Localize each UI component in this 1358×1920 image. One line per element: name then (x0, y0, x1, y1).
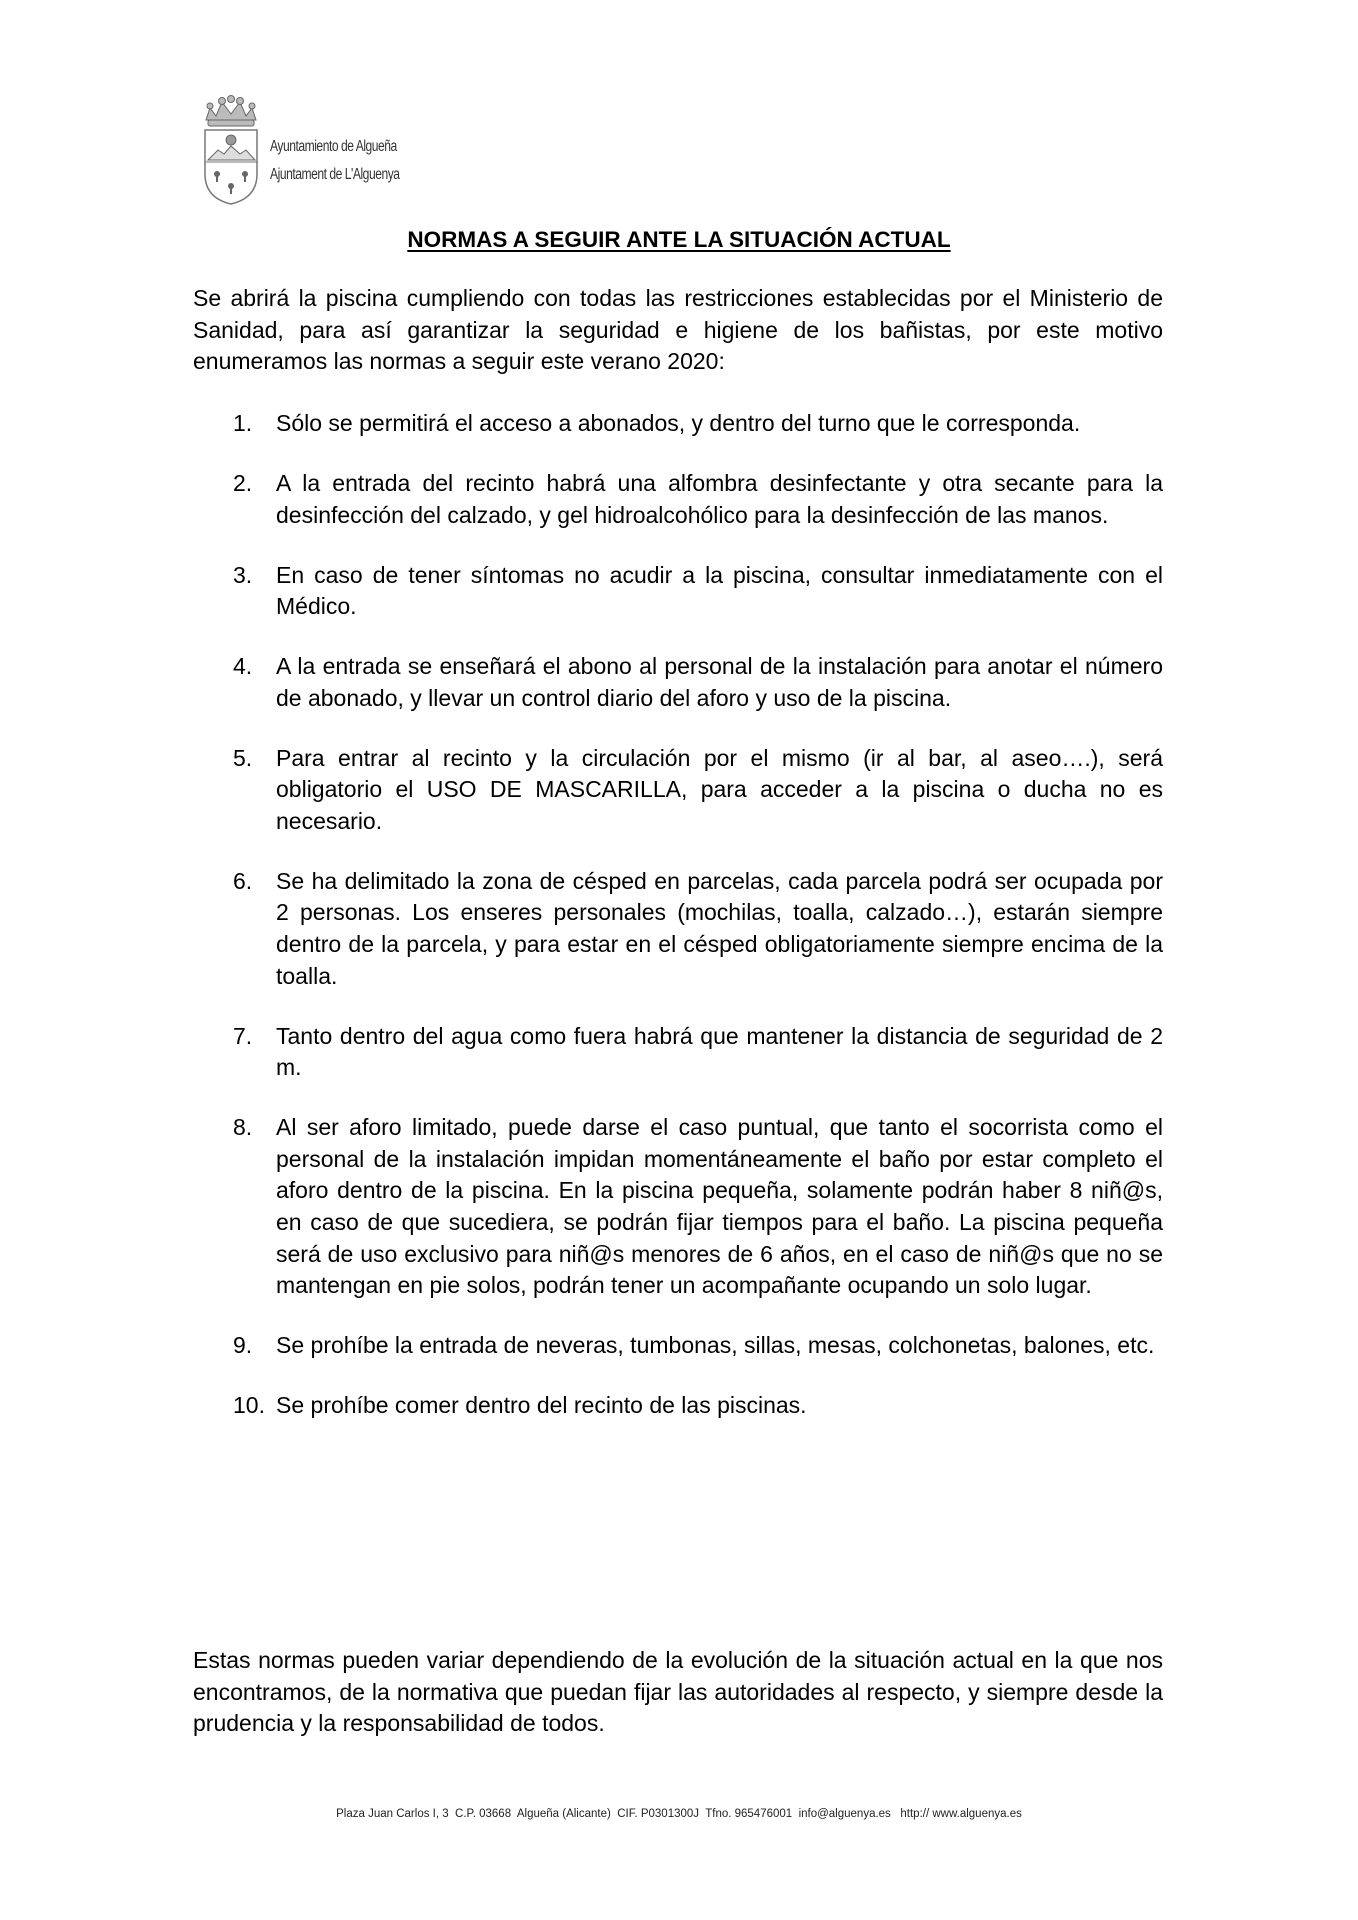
rule-number: 7. (233, 1022, 253, 1049)
rule-number: 9. (233, 1332, 253, 1359)
rule-number: 4. (233, 653, 253, 680)
municipal-logo (200, 94, 410, 206)
document-title: NORMAS A SEGUIR ANTE LA SITUACIÓN ACTUAL (407, 227, 951, 252)
rule-item (193, 1390, 1163, 1422)
rule-text: A la entrada del recinto habrá una alfombra desinfectante y otra secante para la desinfección del calzado, y gel hidroalcohólico para la desinfección de las manos. (276, 469, 1163, 528)
rule-item (193, 560, 1163, 623)
footer-contact: Plaza Juan Carlos I, 3 C.P. 03668 Algueña (Alicante) CIF. P0301300J Tfno. 965476001 info@alguenya.es http:// www.alguenya.es (336, 1808, 1022, 1820)
rule-text: Al ser aforo limitado, puede darse el caso puntual, que tanto el socorrista como el personal de la instalación impidan momentáneamente el baño por estar completo el aforo dentro de la piscina. En la piscina pequeña, solamente podrán haber 8 niñ@s, en caso de que sucediera, se podrán fijar tiempos para el baño. La piscina pequeña será de uso exclusivo para niñ@s menores de 6 años, en el caso de niñ@s que no se mantengan en pie solos, podrán tener un acompañante ocupando un solo lugar. (276, 1114, 1163, 1299)
rule-number: 1. (233, 410, 253, 436)
rule-item (193, 651, 1163, 714)
rule-text: Se prohíbe la entrada de neveras, tumbonas, sillas, mesas, colchonetas, balones, etc. (276, 1332, 1155, 1359)
rule-number: 3. (233, 561, 253, 588)
rule-item (193, 468, 1163, 531)
intro-paragraph: Se abrirá la piscina cumpliendo con todas las restricciones establecidas por el Ministerio de Sanidad, para así garantizar la seguridad e higiene de los bañistas, por este motivo enumeramos las normas a seguir este verano 2020: (193, 285, 1163, 375)
rule-item (193, 1021, 1163, 1084)
rule-number: 5. (233, 744, 253, 771)
coat-of-arms-icon (200, 94, 262, 206)
rule-text: Se prohíbe comer dentro del recinto de las piscinas. (276, 1392, 807, 1419)
closing-paragraph: Estas normas pueden variar dependiendo de la evolución de la situación actual en la que nos encontramos, de la normativa que puedan fijar las autoridades al respecto, y siempre desde la prudencia y la responsabilidad de todos. (193, 1647, 1163, 1737)
rule-text: En caso de tener síntomas no acudir a la piscina, consultar inmediatamente con el Médico. (276, 561, 1163, 620)
rule-number: 10. (233, 1392, 265, 1419)
rule-item (193, 743, 1163, 838)
rule-item (193, 408, 1163, 440)
rule-item (193, 866, 1163, 992)
rule-item (193, 1330, 1163, 1362)
logo-text-valencian: Ajuntament de L'Alguenya (270, 166, 400, 183)
logo-text-spanish: Ayuntamiento de Algueña (270, 138, 397, 155)
rule-text: Para entrar al recinto y la circulación por el mismo (ir al bar, al aseo….), será obligatorio el USO DE MASCARILLA, para acceder a la piscina o ducha no es necesario. (276, 744, 1163, 834)
rule-item (193, 1112, 1163, 1302)
rule-number: 6. (233, 867, 253, 894)
rule-number: 8. (233, 1114, 253, 1141)
rule-text: A la entrada se enseñará el abono al personal de la instalación para anotar el número de abonado, y llevar un control diario del aforo y uso de la piscina. (276, 653, 1163, 711)
rule-text: Tanto dentro del agua como fuera habrá que mantener la distancia de seguridad de 2 m. (276, 1022, 1163, 1081)
rule-number: 2. (233, 469, 253, 496)
rules-list (193, 408, 1163, 1450)
rule-text: Sólo se permitirá el acceso a abonados, y dentro del turno que le corresponda. (276, 410, 1081, 436)
rule-text: Se ha delimitado la zona de césped en parcelas, cada parcela podrá ser ocupada por 2 personas. Los enseres personales (mochilas, toalla, calzado…), estarán siempre dentro de la parcela, y para estar en el césped obligatoriamente siempre encima de la toalla. (276, 867, 1163, 989)
